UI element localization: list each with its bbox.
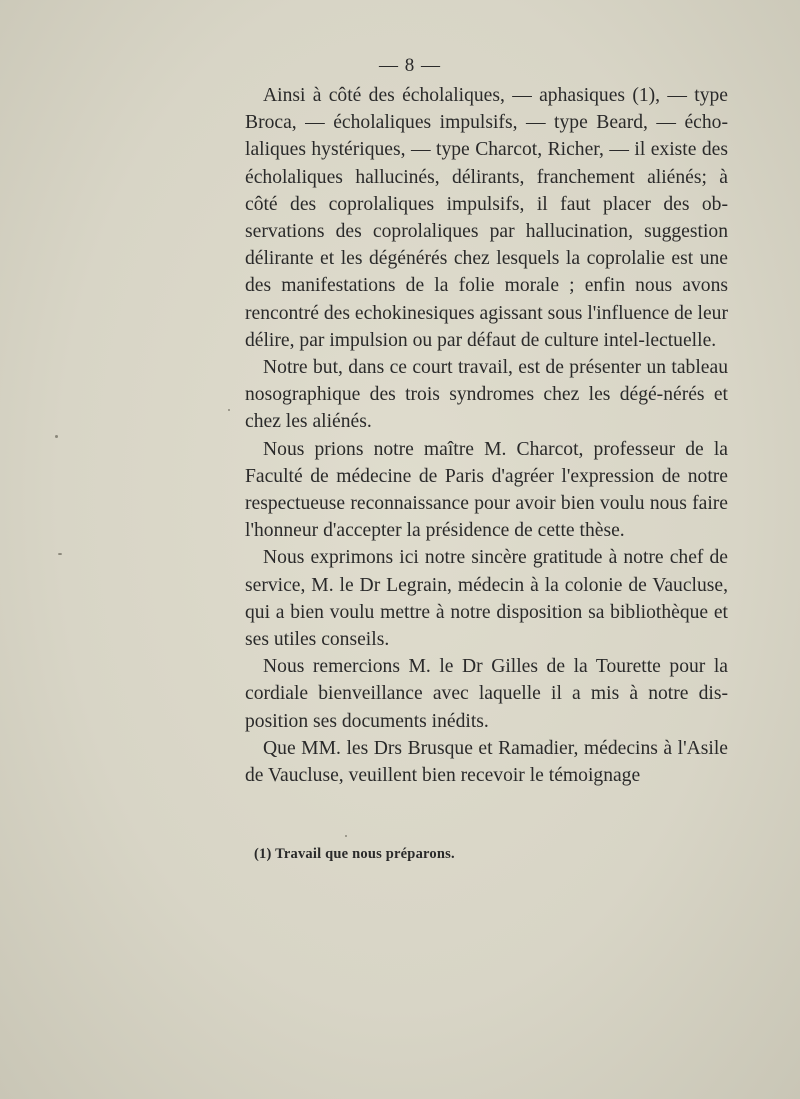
page-number: — 8 — — [379, 55, 441, 76]
paragraph-3: Nous prions notre maître M. Charcot, professeur de la Faculté de médecine de Paris d'agréer l'expression de notre respectueuse reconnaissance pour avoir bien voulu nous faire l'honneur d'accepter la présidence de cette thèse. — [245, 438, 728, 542]
paragraph-1: Ainsi à côté des écholaliques, — aphasiques (1), — type Broca, — écholaliques impulsifs, — type Beard, — écho-laliques hystériques, — type Charcot, Richer, — il existe des écholaliques hallucinés, délirants, franchement aliénés; à côté des coprolaliques impulsifs, il faut placer des ob-servations des coprolaliques par hallucination, suggestion délirante et les dégénérés chez lesquels la coprolalie est une des manifestations de la folie morale ; enfin nous avons rencontré des echokinesiques agissant sous l'influence de leur délire, par impulsion ou par défaut de culture intel-lectuelle. — [245, 85, 728, 351]
paper-speck — [55, 435, 58, 438]
footnote: (1) Travail que nous préparons. — [254, 846, 455, 862]
paragraph-5: Nous remercions M. le Dr Gilles de la Tourette pour la cordiale bienveillance avec laquelle il a mis à notre dis-position ses documents inédits. — [245, 656, 728, 732]
paragraph-4: Nous exprimons ici notre sincère gratitude à notre chef de service, M. le Dr Legrain, médecin à la colonie de Vaucluse, qui a bien voulu mettre à notre disposition sa bibliothèque et ses utiles conseils. — [245, 547, 728, 651]
paper-speck — [58, 553, 62, 555]
paragraph-2: Notre but, dans ce court travail, est de présenter un tableau nosographique des trois syndromes chez les dégé-nérés et chez les aliénés. — [245, 357, 728, 433]
paper-speck — [345, 835, 347, 837]
body-text — [245, 82, 728, 789]
paragraph-6: Que MM. les Drs Brusque et Ramadier, médecins à l'Asile de Vaucluse, veuillent bien recevoir le témoignage — [245, 737, 728, 787]
paper-speck — [228, 409, 230, 411]
